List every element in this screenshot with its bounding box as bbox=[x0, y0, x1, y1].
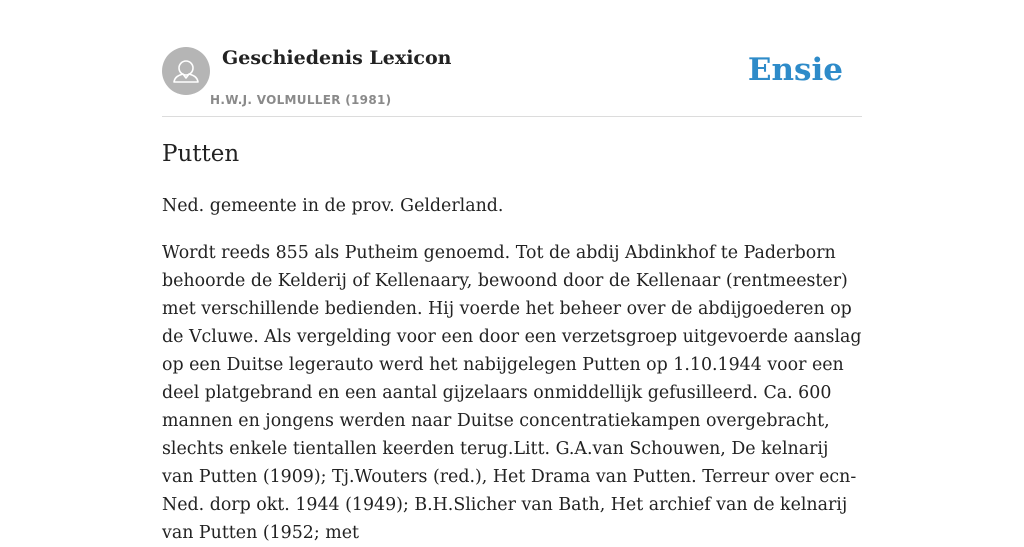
user-icon bbox=[162, 47, 210, 95]
article-paragraph: Ned. gemeente in de prov. Gelderland. bbox=[162, 196, 504, 216]
header bbox=[162, 0, 862, 117]
page bbox=[162, 0, 862, 543]
brand-logo[interactable]: Ensie bbox=[747, 52, 843, 88]
article-paragraph: Wordt reeds 855 als Putheim genoemd. Tot de abdij Abdinkhof te Paderborn behoorde de Kelderij of Kellenaary, bewoond door de Kellenaar (rentmeester) met verschillende bedienden. Hij voerde het beheer over de abdijgoederen op de Vcluwe. Als vergelding voor een door een verzetsgroep uitgevoerde aanslag op een Duitse legerauto werd het nabijgelegen Putten op 1.10.1944 voor een deel platgebrand en een aantal gijzelaars onmiddellijk gefusilleerd. Ca. 600 mannen en jongens werden naar Duitse concentratiekampen overgebracht, slechts enkele tientallen keerden terug.Litt. G.A.van Schouwen, De kelnarij van Putten (1909); Tj.Wouters (red.), Het Drama van Putten. Terreur over ecn-Ned. dorp okt. 1944 (1949); B.H.Slicher van Bath, Het archief van de kelnarij van Putten (1952; met bbox=[162, 243, 862, 543]
article-title: Putten bbox=[162, 141, 240, 167]
lexicon-title[interactable]: Geschiedenis Lexicon bbox=[222, 47, 452, 69]
avatar[interactable] bbox=[162, 47, 210, 95]
author-label[interactable]: H.W.J. VOLMULLER (1981) bbox=[210, 93, 392, 107]
